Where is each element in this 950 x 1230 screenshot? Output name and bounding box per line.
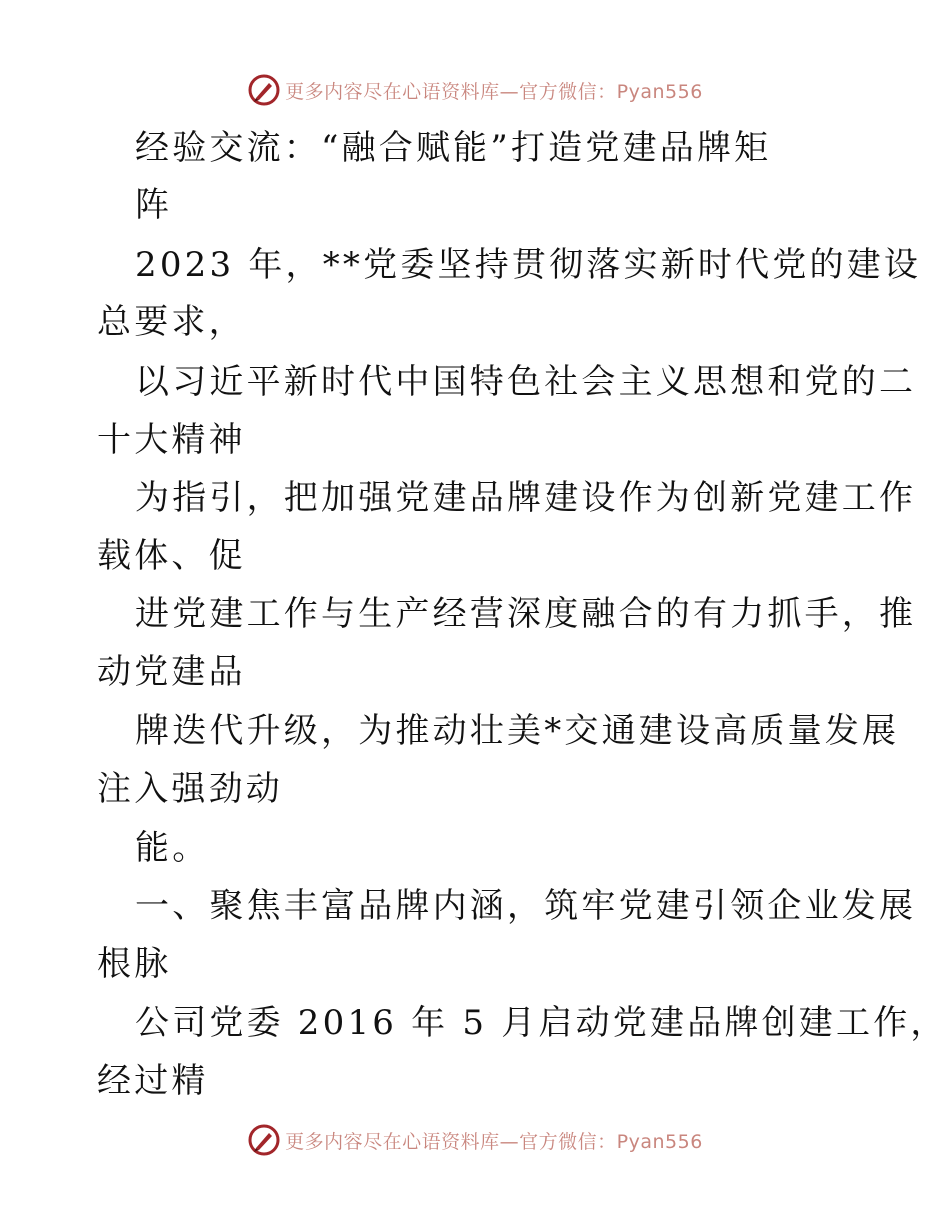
doc-title-line-1: 经验交流：“融合赋能”打造党建品牌矩: [135, 128, 772, 168]
doc-line: 进党建工作与生产经营深度融合的有力抓手，推: [135, 594, 917, 634]
doc-line: 公司党委 2016 年 5 月启动党建品牌创建工作，: [135, 1003, 948, 1043]
watermark-footer: [0, 1120, 950, 1160]
doc-line: 动党建品: [97, 652, 246, 692]
watermark-header: [0, 70, 950, 110]
doc-line: 注入强劲动: [97, 769, 283, 809]
doc-line: 牌迭代升级，为推动壮美*交通建设高质量发展: [135, 711, 900, 751]
doc-line: 十大精神: [97, 420, 246, 460]
section-heading-line-2: 根脉: [97, 944, 172, 984]
doc-line: 能。: [135, 828, 210, 868]
doc-line: 2023 年，**党委坚持贯彻落实新时代党的建设: [135, 245, 922, 285]
watermark-text: 更多内容尽在心语资料库—官方微信：Pyan556: [285, 1130, 703, 1153]
doc-line: 载体、促: [97, 536, 246, 576]
doc-title-line-2: 阵: [135, 185, 173, 225]
section-heading-line-1: 一、聚焦丰富品牌内涵，筑牢党建引领企业发展: [135, 886, 917, 926]
doc-line: 经过精: [97, 1061, 209, 1101]
red-pen-seal-icon: [247, 73, 281, 107]
watermark-text: 更多内容尽在心语资料库—官方微信：Pyan556: [285, 80, 703, 103]
doc-line: 为指引，把加强党建品牌建设作为创新党建工作: [135, 478, 917, 518]
doc-line: 以习近平新时代中国特色社会主义思想和党的二: [135, 362, 917, 402]
doc-line: 总要求，: [97, 302, 246, 342]
red-pen-seal-icon: [247, 1123, 281, 1157]
